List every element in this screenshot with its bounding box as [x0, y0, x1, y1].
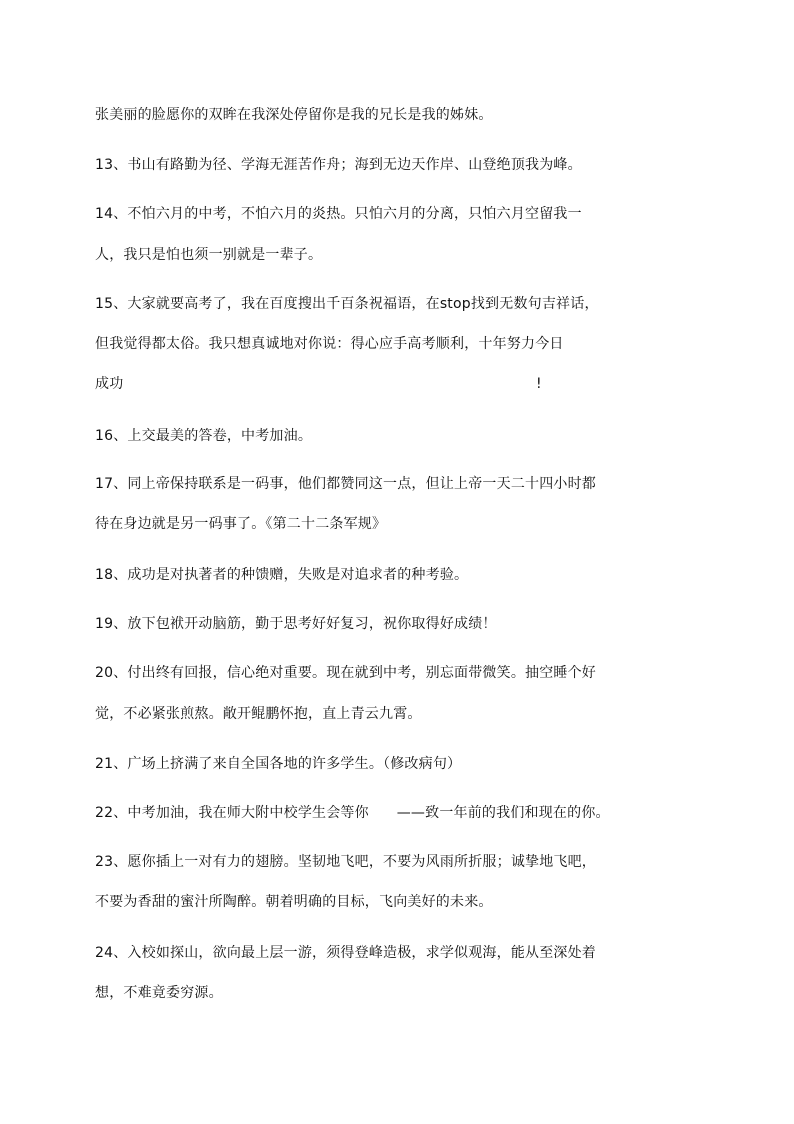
text-line: 16、上交最美的答卷，中考加油。	[95, 428, 313, 444]
text-line: 但我觉得都太俗。我只想真诚地对你说：得心应手高考顺利，十年努力今日	[95, 336, 564, 352]
text-line: 成功	[95, 376, 124, 392]
text-line: 想，不难竟委穷源。	[95, 985, 223, 1001]
text-line: 24、入校如探山，欲向最上层一游，须得登峰造极，求学似观海，能从至深处着	[95, 945, 597, 961]
text-line: 14、不怕六月的中考，不怕六月的炎热。只怕六月的分离，只怕六月空留我一	[95, 206, 582, 222]
text-line: 人，我只是怕也须一别就是一辈子。	[95, 247, 323, 263]
text-line: 张美丽的脸愿你的双眸在我深处停留你是我的兄长是我的姊妹。	[95, 107, 493, 123]
text-line: 21、广场上挤满了来自全国各地的许多学生。（修改病句）	[95, 756, 462, 772]
text-line: 15、大家就要高考了，我在百度搜出千百条祝福语，在stop找到无数句吉祥话，	[95, 296, 599, 312]
text-line: 20、付出终有回报，信心绝对重要。现在就到中考，别忘面带微笑。抽空睡个好	[95, 665, 597, 681]
text-line: 17、同上帝保持联系是一码事，他们都赞同这一点，但让上帝一天二十四小时都	[95, 476, 597, 492]
text-line: 19、放下包袱开动脑筋，勤于思考好好复习，祝你取得好成绩！	[95, 616, 497, 632]
text-line: 18、成功是对执著者的种馈赠，失败是对追求者的种考验。	[95, 567, 469, 583]
text-line: 22、中考加油，我在师大附中校学生会等你 ——致一年前的我们和现在的你。	[95, 805, 610, 821]
text-fragment: !	[536, 376, 542, 392]
text-line: 13、书山有路勤为径、学海无涯苦作舟；海到无边天作岸、山登绝顶我为峰。	[95, 157, 582, 173]
text-line: 待在身边就是另一码事了。《第二十二条军规》	[95, 516, 387, 532]
text-line: 觉，不必紧张煎熬。敞开鲲鹏怀抱，直上青云九霄。	[95, 706, 422, 722]
text-line: 23、愿你插上一对有力的翅膀。坚韧地飞吧，不要为风雨所折服；诚挚地飞吧，	[95, 854, 597, 870]
text-line: 不要为香甜的蜜汁所陶醉。朝着明确的目标，飞向美好的未来。	[95, 894, 493, 910]
